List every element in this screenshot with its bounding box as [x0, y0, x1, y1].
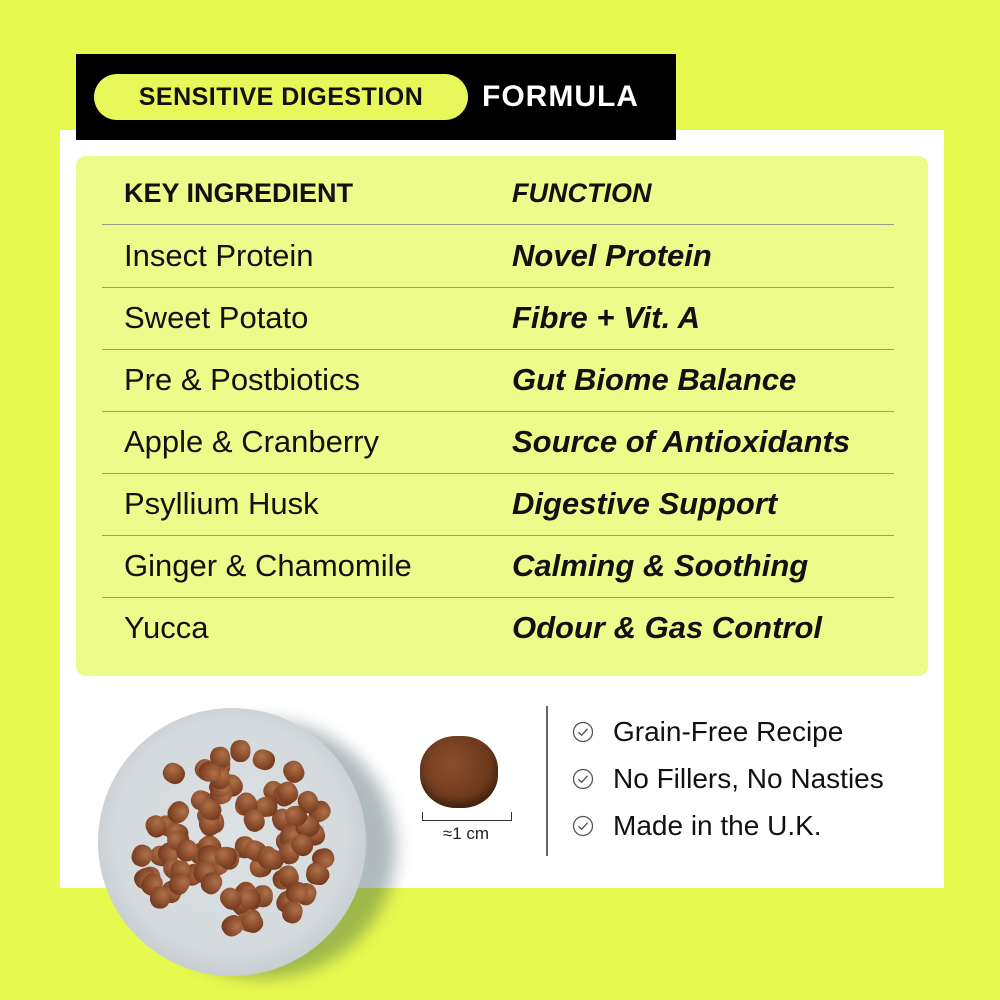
ingredient-cell: Apple & Cranberry: [124, 424, 380, 459]
kibble-piece: [215, 846, 238, 867]
function-cell: Digestive Support: [512, 486, 778, 521]
feature-label: No Fillers, No Nasties: [613, 763, 884, 794]
function-cell: Fibre + Vit. A: [512, 300, 701, 335]
ingredient-cell: Pre & Postbiotics: [124, 362, 361, 397]
feature-item: [572, 806, 822, 846]
kibble-piece: [231, 740, 251, 762]
vertical-divider: [546, 706, 548, 856]
kibble-closeup-image: [420, 736, 498, 808]
check-circle-icon: [572, 721, 594, 743]
table-row: [102, 597, 894, 659]
function-cell: Source of Antioxidants: [512, 424, 851, 459]
function-cell: Novel Protein: [512, 238, 712, 273]
ingredient-cell: Ginger & Chamomile: [124, 548, 412, 583]
table-row: [102, 535, 894, 598]
formula-highlight-pill: SENSITIVE DIGESTION: [94, 74, 468, 120]
formula-title: FORMULA: [482, 80, 639, 113]
kibble-size-label: ≈1 cm: [442, 824, 490, 843]
check-circle-icon: [572, 768, 594, 790]
ingredient-cell: Psyllium Husk: [124, 486, 319, 521]
feature-label: Made in the U.K.: [613, 810, 822, 841]
column-header-function: FUNCTION: [512, 178, 652, 208]
table-row: [102, 473, 894, 536]
kibble-piece: [128, 841, 155, 869]
table-row: [102, 411, 894, 474]
table-header-row: [102, 162, 894, 225]
check-circle-icon: [572, 815, 594, 837]
table-row: [102, 287, 894, 350]
table-row: [102, 349, 894, 412]
function-cell: Gut Biome Balance: [512, 362, 797, 397]
feature-item: [572, 712, 843, 752]
function-cell: Odour & Gas Control: [512, 610, 822, 645]
size-scale-bracket: [422, 812, 512, 821]
ingredient-cell: Insect Protein: [124, 238, 314, 273]
ingredient-cell: Sweet Potato: [124, 300, 309, 335]
header-bar: [76, 54, 676, 140]
function-cell: Calming & Soothing: [512, 548, 809, 583]
ingredient-cell: Yucca: [124, 610, 209, 645]
kibble-piece: [250, 747, 277, 773]
ingredient-table: [76, 156, 928, 676]
column-header-ingredient: KEY INGREDIENT: [124, 178, 354, 208]
feature-item: [572, 759, 884, 799]
feature-label: Grain-Free Recipe: [613, 716, 844, 747]
table-row: [102, 225, 894, 288]
kibble-piece: [150, 886, 171, 909]
kibble-piece: [159, 759, 188, 788]
